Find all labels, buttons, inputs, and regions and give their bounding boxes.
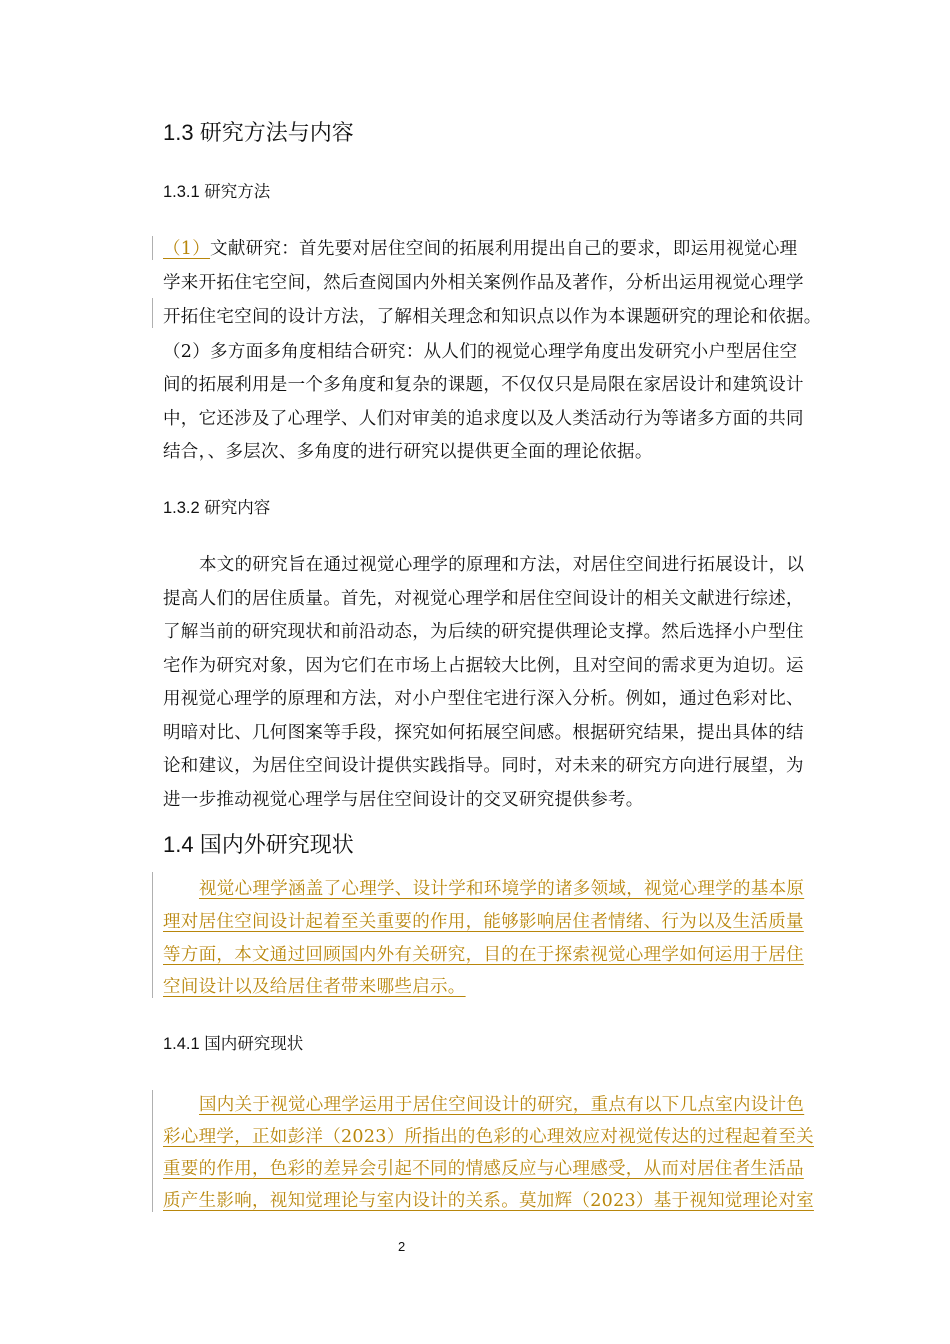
paragraph-line: 提高人们的居住质量。首先，对视觉心理学和居住空间设计的相关文献进行综述，: [163, 589, 804, 609]
revised-paragraph-line: 国内关于视觉心理学运用于居住空间设计的研究，重点有以下几点室内设计色: [199, 1095, 805, 1115]
paragraph-line: 宅作为研究对象，因为它们在市场上占据较大比例，且对空间的需求更为迫切。运: [163, 656, 804, 676]
revised-paragraph-line: 理对居住空间设计起着至关重要的作用，能够影响居住者情绪、行为以及生活质量: [163, 912, 804, 932]
paragraph-line: 中，它还涉及了心理学、人们对审美的追求度以及人类活动行为等诸多方面的共同: [163, 409, 804, 429]
subsection-heading-1-4-1: 1.4.1 国内研究现状: [163, 1035, 304, 1053]
revised-paragraph-line: 质产生影响，视知觉理论与室内设计的关系。莫加辉（2023）基于视知觉理论对室: [163, 1191, 814, 1211]
paragraph-line: 间的拓展利用是一个多角度和复杂的课题，不仅仅只是局限在家居设计和建筑设计: [163, 375, 804, 395]
paragraph-line: 了解当前的研究现状和前沿动态，为后续的研究提供理论支撑。然后选择小户型住: [163, 622, 804, 642]
revised-paragraph-line: 重要的作用，色彩的差异会引起不同的情感反应与心理感受，从而对居住者生活品: [163, 1159, 804, 1179]
paragraph-line: 结合，、多层次、多角度的进行研究以提供更全面的理论依据。: [163, 442, 653, 462]
subsection-heading-1-3-2: 1.3.2 研究内容: [163, 499, 271, 517]
paragraph-line: 明暗对比、几何图案等手段，探究如何拓展空间感。根据研究结果，提出具体的结: [163, 723, 804, 743]
paragraph-line: 用视觉心理学的原理和方法，对小户型住宅进行深入分析。例如，通过色彩对比、: [163, 689, 804, 709]
section-heading-1-4: 1.4 国内外研究现状: [163, 832, 354, 857]
revised-paragraph-line: 空间设计以及给居住者带来哪些启示。: [163, 977, 466, 997]
paragraph-line: 本文的研究旨在通过视觉心理学的原理和方法，对居住空间进行拓展设计，以: [199, 555, 805, 575]
paragraph-line: 进一步推动视觉心理学与居住空间设计的交叉研究提供参考。: [163, 790, 644, 810]
subsection-heading-1-3-1: 1.3.1 研究方法: [163, 183, 271, 201]
revised-paragraph-line: 等方面，本文通过回顾国内外有关研究，目的在于探索视觉心理学如何运用于居住: [163, 945, 804, 965]
change-bar: [152, 298, 153, 328]
paragraph-line: 开拓住宅空间的设计方法，了解相关理念和知识点以作为本课题研究的理论和依据。: [163, 307, 822, 327]
revised-paragraph-line: 视觉心理学涵盖了心理学、设计学和环境学的诸多领域，视觉心理学的基本原: [199, 879, 805, 899]
paragraph-line: 学来开拓住宅空间，然后查阅国内外相关案例作品及著作，分析出运用视觉心理学: [163, 273, 804, 293]
paragraph-line: 论和建议，为居住空间设计提供实践指导。同时，对未来的研究方向进行展望，为: [163, 756, 804, 776]
paragraph-line: （1）文献研究：首先要对居住空间的拓展利用提出自己的要求，即运用视觉心理: [163, 239, 798, 259]
page-number: 2: [398, 1239, 406, 1254]
section-heading-1-3: 1.3 研究方法与内容: [163, 120, 354, 145]
paragraph-line: （2）多方面多角度相结合研究：从人们的视觉心理学角度出发研究小户型居住空: [163, 342, 798, 362]
revision-mark: （1）: [163, 239, 211, 259]
change-bar: [152, 236, 153, 260]
change-bar: [152, 872, 153, 998]
change-bar: [152, 1090, 153, 1212]
revised-paragraph-line: 彩心理学，正如彭洋（2023）所指出的色彩的心理效应对视觉传达的过程起着至关: [163, 1127, 814, 1147]
